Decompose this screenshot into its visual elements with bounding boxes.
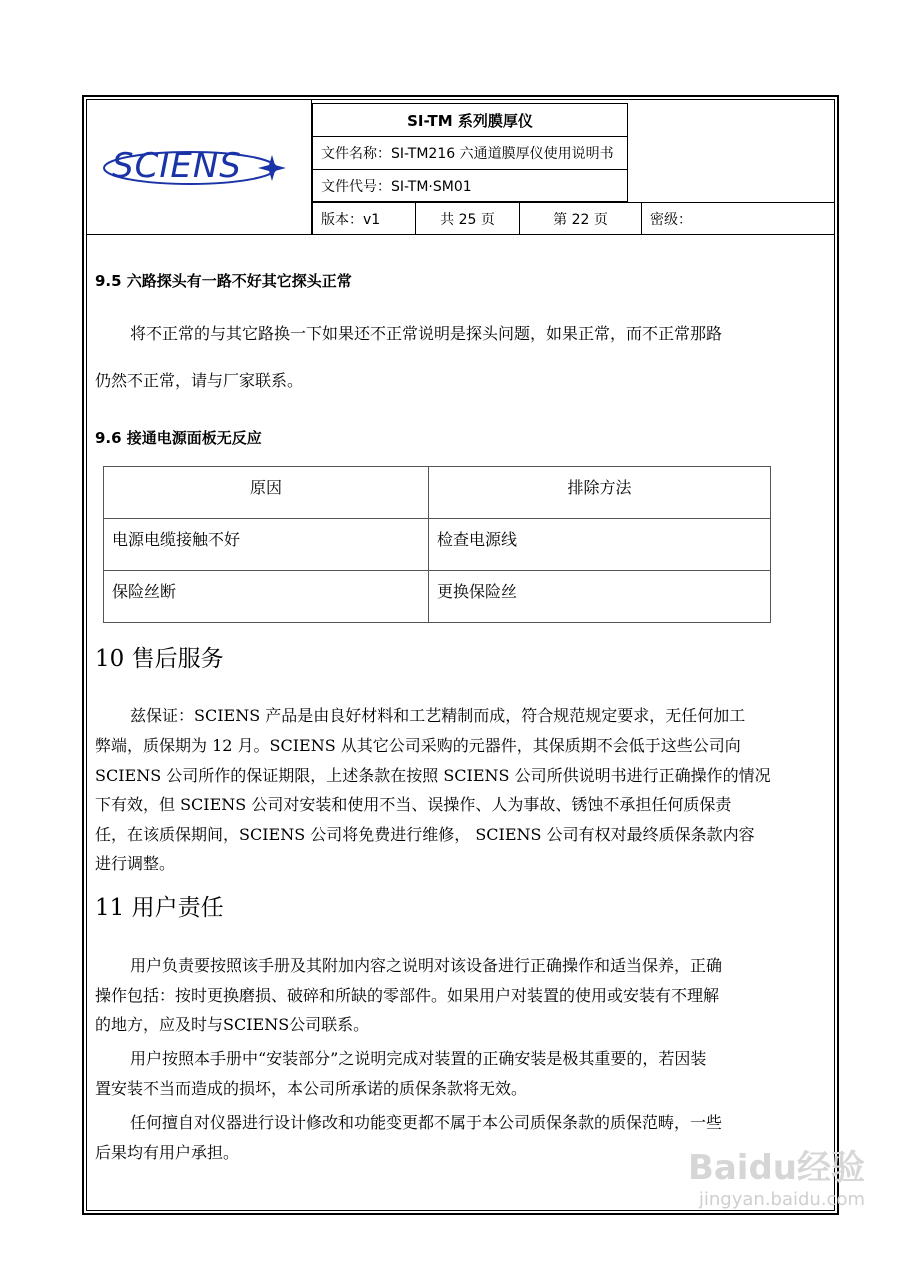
header-secrecy: 密级：: [642, 202, 835, 234]
logo-text: SCIENS: [112, 146, 242, 186]
table-cell: 更换保险丝: [429, 571, 771, 623]
header-doc-name: 文件名称：SI-TM216 六通道膜厚仪使用说明书: [312, 137, 628, 170]
section-11-heading: 11 用户责任: [95, 895, 224, 921]
document-header: [86, 99, 835, 235]
table-row: [104, 571, 771, 623]
header-title: SI-TM 系列膜厚仪: [312, 103, 628, 137]
section-11-p3-line: 任何擅自对仪器进行设计修改和功能变更都不属于本公司质保条款的质保范畴，一些: [130, 1113, 723, 1132]
table-header-cause: 原因: [104, 467, 429, 519]
sciens-logo: [100, 141, 300, 191]
header-version: 版本：v1: [312, 202, 416, 234]
section-9-5-line2: 仍然不正常，请与厂家联系。: [95, 371, 304, 390]
section-11-p2-line: 置安装不当而造成的损坏，本公司所承诺的质保条款将无效。: [95, 1079, 528, 1098]
section-10-line: 进行调整。: [95, 854, 176, 873]
section-9-5-line1: 将不正常的与其它路换一下如果还不正常说明是探头问题，如果正常，而不正常那路: [130, 324, 723, 343]
section-11-p1-line: 操作包括：按时更换磨损、破碎和所缺的零部件。如果用户对装置的使用或安装有不理解: [95, 986, 720, 1005]
section-11-p2-line: 用户按照本手册中“安装部分”之说明完成对装置的正确安装是极其重要的，若因装: [130, 1049, 707, 1068]
section-10-line: 弊端，质保期为 12 月。SCIENS 从其它公司采购的元器件，其保质期不会低于这些公司向: [95, 736, 741, 755]
section-9-6-heading: 9.6 接通电源面板无反应: [95, 429, 262, 447]
baidu-watermark: [688, 1140, 865, 1210]
table-cell: 电源电缆接触不好: [104, 519, 429, 571]
section-10-line: 兹保证：SCIENS 产品是由良好材料和工艺精制而成，符合规范规定要求，无任何加工: [130, 706, 746, 725]
section-11-p3-line: 后果均有用户承担。: [95, 1143, 240, 1162]
table-header-row: [104, 467, 771, 519]
section-10-line: SCIENS 公司所作的保证期限，上述条款在按照 SCIENS 公司所供说明书进行正确操作的情况: [95, 766, 771, 785]
section-9-5-heading: 9.5 六路探头有一路不好其它探头正常: [95, 272, 352, 290]
table-cell: 检查电源线: [429, 519, 771, 571]
table-row: [104, 519, 771, 571]
section-10-heading: 10 售后服务: [95, 646, 224, 672]
table-cell: 保险丝断: [104, 571, 429, 623]
section-11-p1-line: 用户负责要按照该手册及其附加内容之说明对该设备进行正确操作和适当保养，正确: [130, 956, 723, 975]
watermark-brand: Baidu经验: [687, 1148, 865, 1188]
section-11-p1-line: 的地方，应及时与SCIENS公司联系。: [95, 1015, 370, 1034]
table-header-remedy: 排除方法: [429, 467, 771, 519]
section-10-line: 下有效，但 SCIENS 公司对安装和使用不当、误操作、人为事故、锈蚀不承担任何质保责: [95, 795, 732, 814]
troubleshoot-table: [103, 466, 771, 623]
watermark-url: jingyan.baidu.com: [698, 1189, 865, 1210]
header-total-pages: 共 25 页: [416, 202, 520, 234]
logo-cell: [86, 99, 312, 234]
section-10-line: 任，在该质保期间，SCIENS 公司将免费进行维修， SCIENS 公司有权对最终质保条款内容: [95, 825, 755, 844]
header-doc-code: 文件代号：SI-TM·SM01: [312, 170, 628, 202]
header-page-number: 第 22 页: [520, 202, 642, 234]
